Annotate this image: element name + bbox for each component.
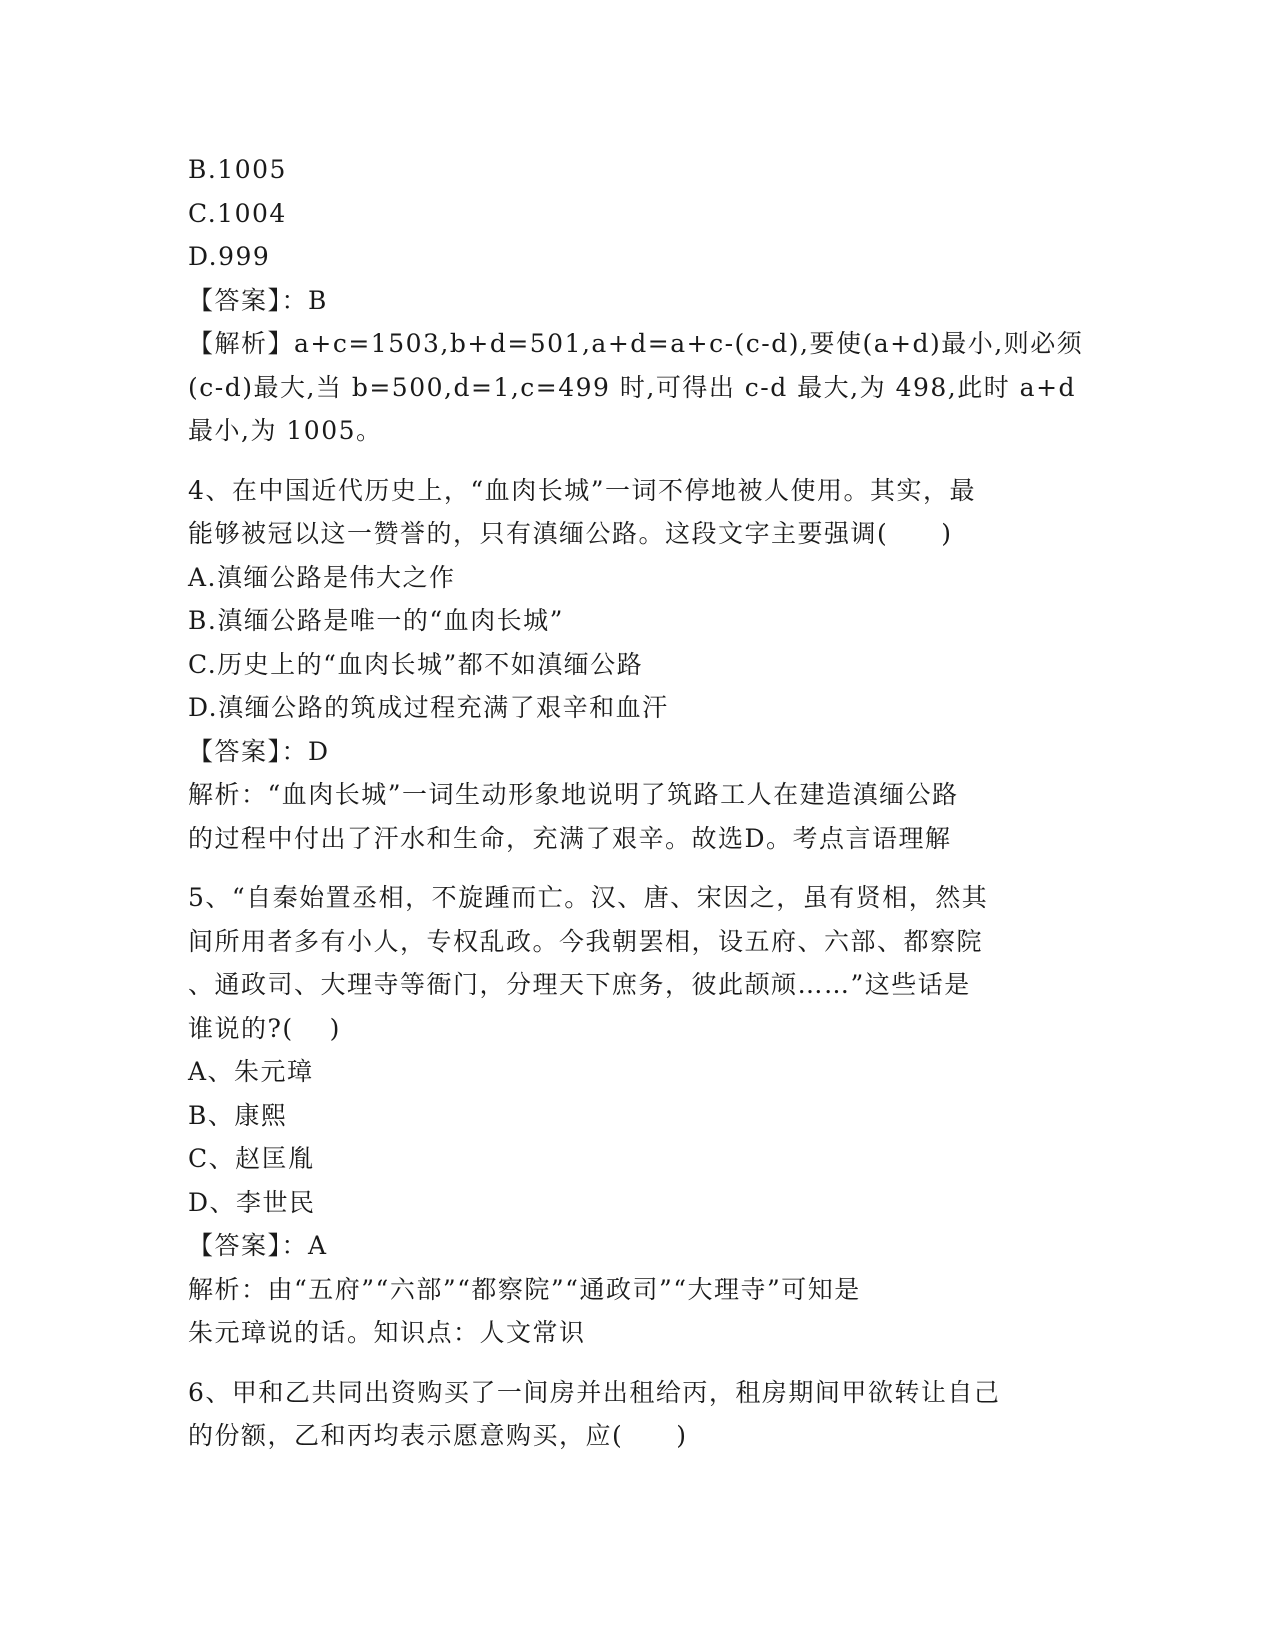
q4-option-a: A.滇缅公路是伟大之作 <box>188 562 456 592</box>
q3-analysis-line-2: (c-d)最大,当 b=500,d=1,c=499 时,可得出 c-d 最大,为 498,此时 a+d <box>188 372 1077 402</box>
q4-option-d: D.滇缅公路的筑成过程充满了艰辛和血汗 <box>188 693 669 722</box>
q6-stem-line-2: 的份额，乙和丙均表示愿意购买，应( ) <box>188 1421 688 1450</box>
q4-analysis-line-1: 解析：“血肉长城”一词生动形象地说明了筑路工人在建造滇缅公路 <box>188 780 959 809</box>
q3-analysis-line-3: 最小,为 1005。 <box>188 416 383 445</box>
q5-option-c: C、赵匡胤 <box>188 1144 315 1173</box>
question-3-continued <box>188 148 1088 453</box>
q5-stem-line-2: 间所用者多有小人，专权乱政。今我朝罢相，设五府、六部、都察院 <box>188 926 984 956</box>
question-4 <box>188 469 1088 861</box>
q5-option-d: D、李世民 <box>188 1187 316 1217</box>
q4-answer: 【答案】：D <box>188 736 330 766</box>
q6-stem-line-1: 6、甲和乙共同出资购买了一间房并出租给丙，租房期间甲欲转让自己 <box>188 1377 1001 1407</box>
q3-option-b: B.1005 <box>188 155 287 184</box>
q4-stem-line-1: 4、在中国近代历史上，“血肉长城”一词不停地被人使用。其实，最 <box>188 475 976 505</box>
question-5 <box>188 876 1088 1355</box>
q4-option-b: B.滇缅公路是唯一的“血肉长城” <box>188 606 564 635</box>
q3-analysis-line-1: 【解析】a+c=1503,b+d=501,a+d=a+c-(c-d),要使(a+d)最小,则必须 <box>188 329 1084 358</box>
q5-analysis-line-1: 解析：由“五府”“六部”“都察院”“通政司”“大理寺”可知是 <box>188 1274 861 1304</box>
q5-option-a: A、朱元璋 <box>188 1057 314 1086</box>
q3-option-d: D.999 <box>188 242 271 271</box>
question-6 <box>188 1371 1088 1458</box>
q5-stem-line-3: 、通政司、大理寺等衙门，分理天下庶务，彼此颉颃……”这些话是 <box>188 970 971 999</box>
q3-option-c: C.1004 <box>188 198 287 228</box>
q4-stem-line-2: 能够被冠以这一赞誉的，只有滇缅公路。这段文字主要强调( ) <box>188 519 953 548</box>
q5-option-b: B、康熙 <box>188 1100 288 1130</box>
q4-analysis-line-2: 的过程中付出了汗水和生命，充满了艰辛。故选D。考点言语理解 <box>188 823 952 853</box>
q5-answer: 【答案】：A <box>188 1231 328 1260</box>
q3-answer: 【答案】：B <box>188 285 328 315</box>
document-page <box>188 148 1088 1458</box>
q5-analysis-line-2: 朱元璋说的话。知识点：人文常识 <box>188 1318 586 1347</box>
q5-stem-line-4: 谁说的?( ) <box>188 1013 341 1043</box>
q5-stem-line-1: 5、“自秦始置丞相，不旋踵而亡。汉、唐、宋因之，虽有贤相，然其 <box>188 883 989 912</box>
q4-option-c: C.历史上的“血肉长城”都不如滇缅公路 <box>188 649 644 679</box>
